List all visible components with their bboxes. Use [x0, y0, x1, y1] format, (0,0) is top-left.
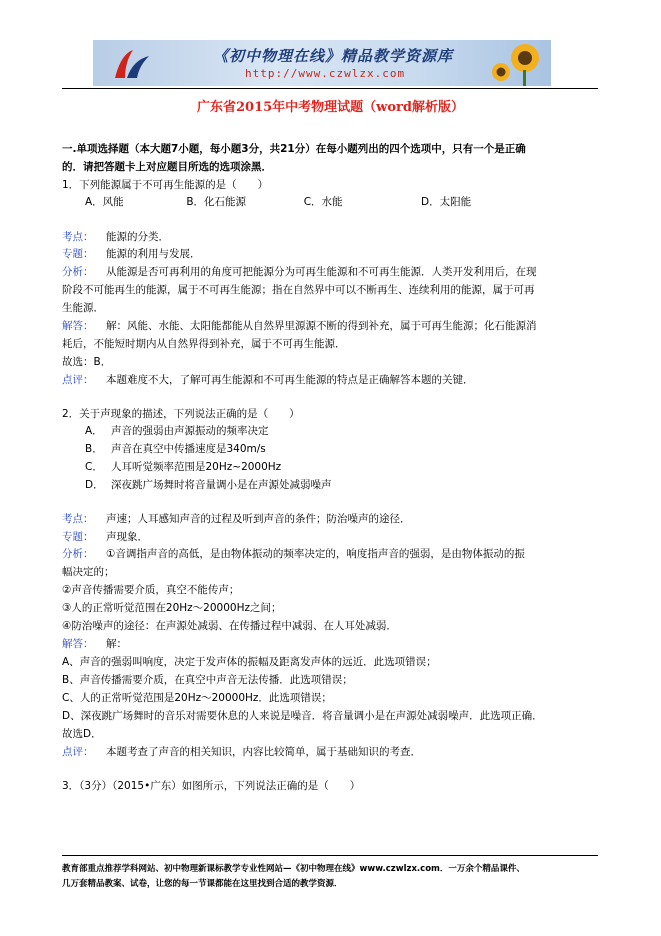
- q2-dianping-text: 本题考查了声音的相关知识，内容比较简单，属于基础知识的考查．: [106, 746, 421, 758]
- q2-fenxi-line2: 幅决定的；: [62, 566, 115, 578]
- section-instructions-line1: 一.单项选择题（本大题7小题，每小题3分，共21分）在每小题列出的四个选项中，只有一个是正确: [62, 143, 526, 155]
- site-logo-icon: [111, 48, 153, 80]
- q1-kaodian-text: 能源的分类．: [106, 231, 169, 243]
- q2-jieda-line1: A、声音的强弱叫响度，决定于发声体的振幅及距离发声体的远近．此选项错误；: [62, 656, 437, 668]
- q2-option-d-text: 深夜跳广场舞时将音量调小是在声源处减弱噪声: [111, 479, 332, 491]
- q2-dianping: [62, 743, 598, 761]
- q2-fenxi-line3: ②声音传播需要介质，真空不能传声；: [62, 584, 240, 596]
- q1-zhuanti: [62, 245, 598, 263]
- q1-dianping: [62, 371, 598, 389]
- q1-zhuanti-text: 能源的利用与发展．: [106, 248, 201, 260]
- q2-option-a: [85, 422, 621, 440]
- q2-option-c-text: 人耳听觉频率范围是20Hz~2000Hz: [111, 461, 282, 473]
- q2-option-a-letter: A．: [85, 425, 103, 437]
- q2-fenxi-line1: ①音调指声音的高低，是由物体振动的频率决定的，响度指声音的强弱，是由物体振动的振: [106, 548, 525, 560]
- label-fenxi: 分析：: [62, 266, 94, 278]
- q2-jieda-line3: C、人的正常听觉范围是20Hz～20000Hz．此选项错误；: [62, 692, 332, 704]
- footer: [62, 862, 602, 892]
- banner-url: http://www.czwlzx.com: [245, 67, 406, 80]
- q1-stem: 1．下列能源属于不可再生能源的是（ ）: [62, 179, 269, 191]
- label-fenxi: 分析：: [62, 548, 94, 560]
- label-kaodian: 考点：: [62, 513, 94, 525]
- q2-kaodian-text: 声速；人耳感知声音的过程及听到声音的条件；防治噪声的途径．: [106, 513, 411, 525]
- q2-option-d: [85, 476, 621, 494]
- sunflower-icon: [487, 42, 547, 86]
- q2-fenxi-line5: ④防治噪声的途径：在声源处减弱、在传播过程中减弱、在人耳处减弱．: [62, 620, 397, 632]
- q1-option-a: A．风能: [85, 196, 124, 208]
- q1-answer: 故选：B．: [62, 356, 112, 368]
- q2-fenxi: [62, 545, 598, 563]
- q1-kaodian: [62, 228, 598, 246]
- q3-stem: 3．（3分）（2015•广东）如图所示，下列说法正确的是（ ）: [62, 780, 361, 792]
- footer-rule: [62, 855, 598, 856]
- q1-option-d: D．太阳能: [421, 196, 472, 208]
- q1-fenxi-line3: 生能源．: [62, 302, 104, 314]
- q2-option-c: [85, 458, 621, 476]
- q1-option-b: B．化石能源: [186, 196, 247, 208]
- q2-option-c-letter: C．: [85, 461, 103, 473]
- q2-answer: 故选D．: [62, 728, 102, 740]
- q1-jieda: [62, 317, 598, 335]
- q1-fenxi-line1: 从能源是否可再利用的角度可把能源分为可再生能源和不可再生能源．人类开发利用后，在现: [106, 266, 537, 278]
- q2-jieda-line4: D、深夜跳广场舞时的音乐对需要休息的人来说是噪音．将音量调小是在声源处减弱噪声．此选项正确．: [62, 710, 543, 722]
- section-instructions-line2: 的．请把答题卡上对应题目所选的选项涂黑．: [62, 161, 272, 173]
- q2-jieda-head: 解：: [106, 638, 127, 650]
- q2-zhuanti: [62, 528, 598, 546]
- q1-option-c: C．水能: [303, 196, 343, 208]
- header-banner: [93, 40, 551, 86]
- document-title: 广东省2015年中考物理试题（word解析版）: [197, 100, 464, 115]
- q2-option-a-text: 声音的强弱由声源振动的频率决定: [111, 425, 269, 437]
- q1-fenxi: [62, 263, 598, 281]
- q1-dianping-text: 本题难度不大，了解可再生能源和不可再生能源的特点是正确解答本题的关键．: [106, 374, 474, 386]
- q2-kaodian: [62, 510, 598, 528]
- label-jieda: 解答：: [62, 320, 94, 332]
- q2-option-b: [85, 440, 621, 458]
- q2-stem: 2．关于声现象的描述，下列说法正确的是（ ）: [62, 408, 300, 420]
- q1-jieda-line1: 解：风能、水能、太阳能都能从自然界里源源不断的得到补充，属于可再生能源；化石能源消: [106, 320, 537, 332]
- footer-line1: 教育部重点推荐学科网站、初中物理新课标教学专业性网站—《初中物理在线》www.czwlzx.com．一万余个精品课件、: [62, 864, 525, 874]
- q2-jieda: [62, 635, 598, 653]
- banner-title: 《初中物理在线》精品教学资源库: [213, 47, 454, 65]
- label-jieda: 解答：: [62, 638, 94, 650]
- header-rule: [62, 88, 598, 89]
- footer-line2: 几万套精品教案、试卷，让您的每一节课都能在这里找到合适的教学资源．: [62, 879, 343, 889]
- q2-option-b-text: 声音在真空中传播速度是340m/s: [111, 443, 266, 455]
- label-dianping: 点评：: [62, 746, 94, 758]
- label-dianping: 点评：: [62, 374, 94, 386]
- q1-jieda-line2: 耗后，不能短时期内从自然界得到补充，属于不可再生能源．: [62, 338, 346, 350]
- q1-options: [85, 193, 621, 211]
- q2-option-b-letter: B．: [85, 443, 103, 455]
- q2-jieda-line2: B、声音传播需要介质，在真空中声音无法传播．此选项错误；: [62, 674, 353, 686]
- label-zhuanti: 专题：: [62, 248, 94, 260]
- q2-zhuanti-text: 声现象．: [106, 531, 148, 543]
- label-zhuanti: 专题：: [62, 531, 94, 543]
- q2-fenxi-line4: ③人的正常听觉范围在20Hz～20000Hz之间；: [62, 602, 282, 614]
- q1-fenxi-line2: 阶段不可能再生的能源，属于不可再生能源；指在自然界中可以不断再生、连续利用的能源，属于可再: [62, 284, 535, 296]
- label-kaodian: 考点：: [62, 231, 94, 243]
- q2-option-d-letter: D．: [85, 479, 104, 491]
